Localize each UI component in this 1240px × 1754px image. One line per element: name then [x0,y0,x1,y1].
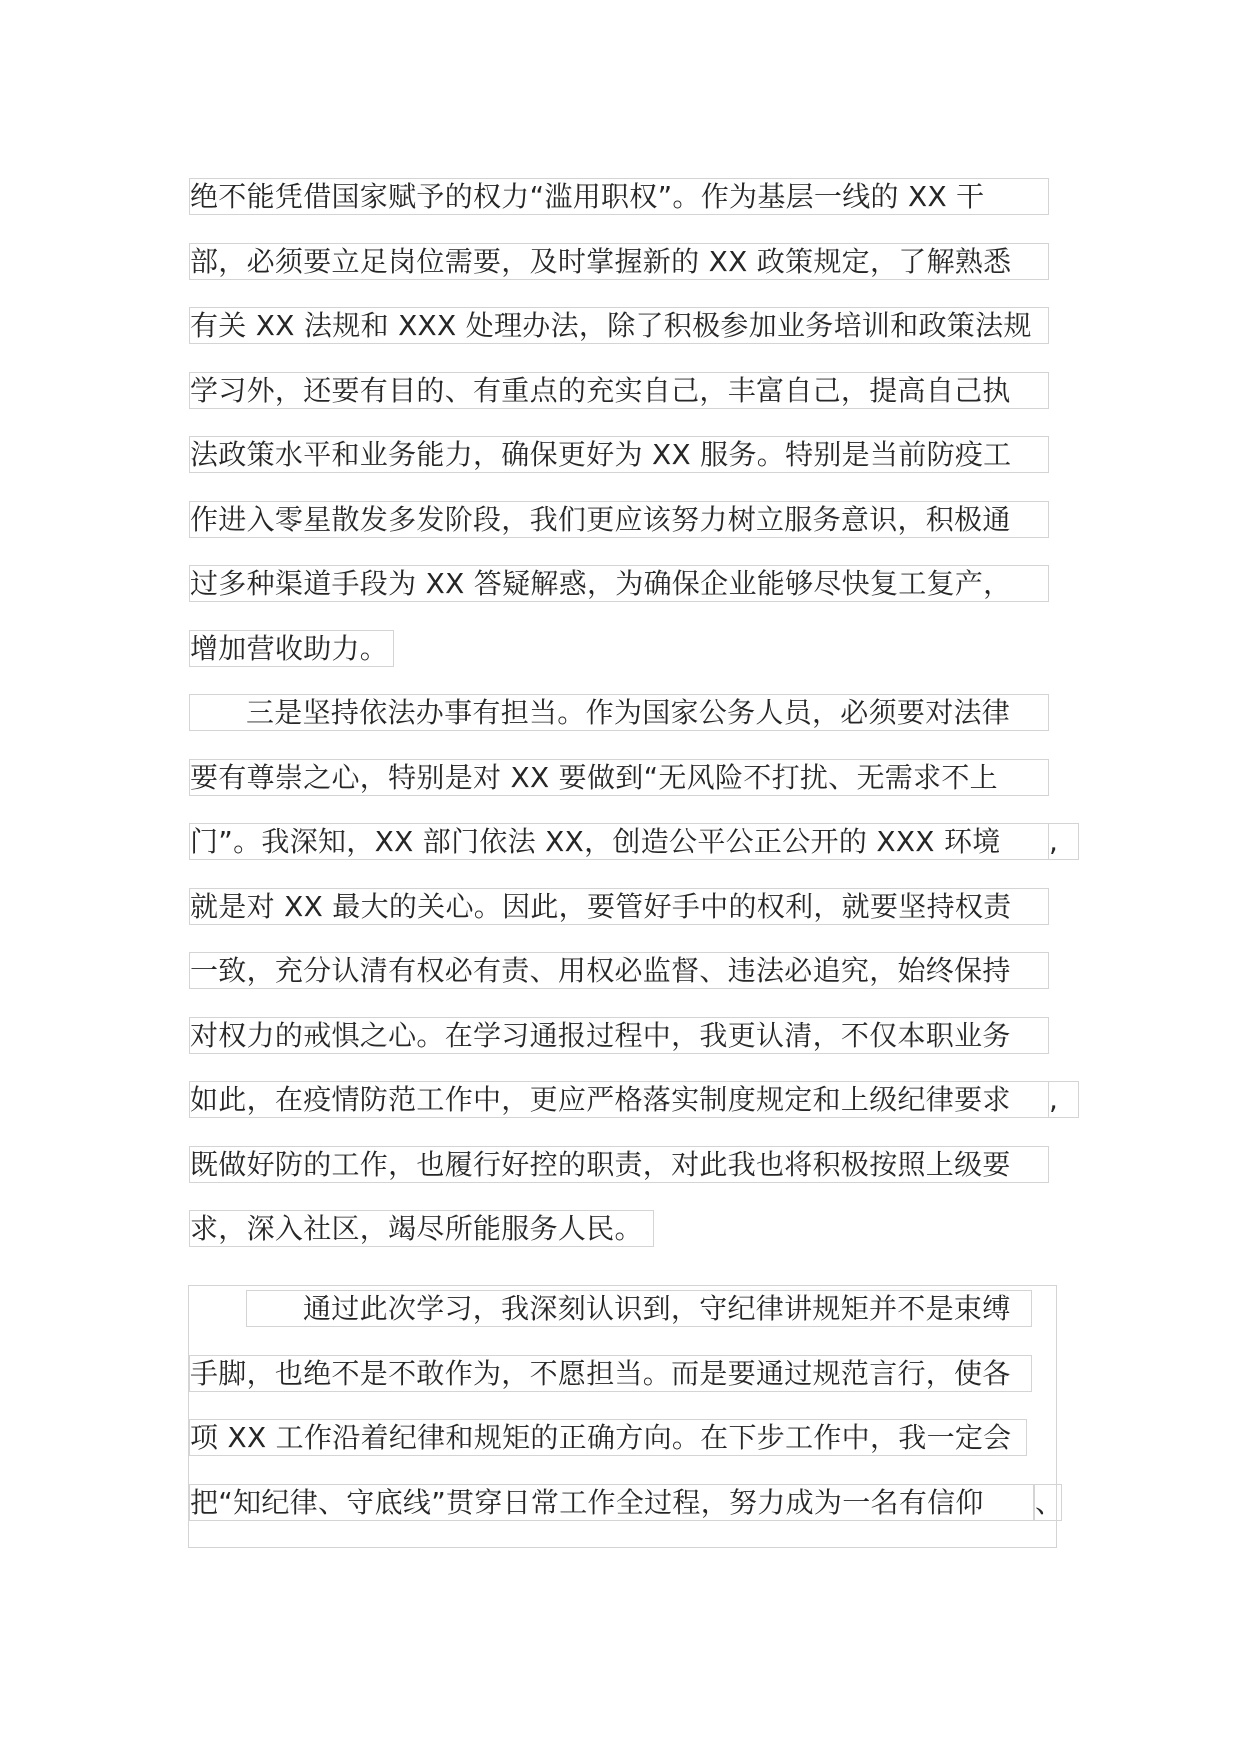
text-line [189,1146,1049,1183]
line-text: 过多种渠道手段为 XX 答疑解惑，为确保企业能够尽快复工复产， [190,567,1012,600]
line-text: 要有尊崇之心，特别是对 XX 要做到“无风险不打扰、无需求不上 [190,761,998,794]
text-line [189,759,1049,796]
line-text: 学习外，还要有目的、有重点的充实自己，丰富自己，提高自己执 [190,374,1011,407]
overflow-comma [1048,1081,1079,1118]
text-line [189,1210,654,1247]
text-line [189,1017,1049,1054]
overflow-comma-text: , [1049,825,1058,858]
line-text: 绝不能凭借国家赋予的权力“滥用职权”。作为基层一线的 XX 干 [190,180,985,213]
text-line [189,1484,1034,1521]
line-text: 增加营收助力。 [190,632,389,665]
line-text: 如此，在疫情防范工作中，更应严格落实制度规定和上级纪律要求 [190,1083,1011,1116]
line-text: 一致，充分认清有权必有责、用权必监督、违法必追究，始终保持 [190,954,1011,987]
text-line [189,888,1049,925]
line-text: 就是对 XX 最大的关心。因此，要管好手中的权利，就要坚持权责 [190,890,1012,923]
line-text: 项 XX 工作沿着纪律和规矩的正确方向。在下步工作中，我一定会 [190,1421,1012,1454]
text-line-indented [189,694,1049,731]
line-text: 通过此次学习，我深刻认识到，守纪律讲规矩并不是束缚 [303,1292,1011,1325]
overflow-comma [1048,823,1079,860]
text-line [189,823,1049,860]
line-text: 手脚，也绝不是不敢作为，不愿担当。而是要通过规范言行，使各 [190,1357,1011,1390]
line-text: 作进入零星散发多发阶段，我们更应该努力树立服务意识，积极通 [190,503,1011,536]
line-text: 门”。我深知，XX 部门依法 XX，创造公平公正公开的 XXX 环境 [190,825,1001,858]
text-line-indented [246,1290,1032,1327]
text-line [189,372,1049,409]
text-line [189,565,1049,602]
line-text: 既做好防的工作，也履行好控的职责，对此我也将积极按照上级要 [190,1148,1011,1181]
line-text: 三是坚持依法办事有担当。作为国家公务人员，必须要对法律 [246,696,1011,729]
text-line [189,501,1049,538]
text-line [189,178,1049,215]
overflow-punctuation [1034,1484,1062,1521]
text-line [189,630,394,667]
text-line [189,952,1049,989]
line-text: 有关 XX 法规和 XXX 处理办法，除了积极参加业务培训和政策法规 [190,309,1032,342]
text-line [189,307,1049,344]
overflow-punctuation-text: 、 [1035,1486,1064,1519]
line-text: 部，必须要立足岗位需要，及时掌握新的 XX 政策规定，了解熟悉 [190,245,1012,278]
text-line [189,1081,1049,1118]
text-line [189,1419,1027,1456]
line-text: 法政策水平和业务能力，确保更好为 XX 服务。特别是当前防疫工 [190,438,1012,471]
line-text: 对权力的戒惧之心。在学习通报过程中，我更认清，不仅本职业务 [190,1019,1011,1052]
text-line [189,1355,1032,1392]
line-text: 把“知纪律、守底线”贯穿日常工作全过程，努力成为一名有信仰 [190,1486,984,1519]
line-text: 求，深入社区，竭尽所能服务人民。 [190,1212,643,1245]
text-line [189,243,1049,280]
overflow-comma-text: , [1049,1083,1058,1116]
text-line [189,436,1049,473]
